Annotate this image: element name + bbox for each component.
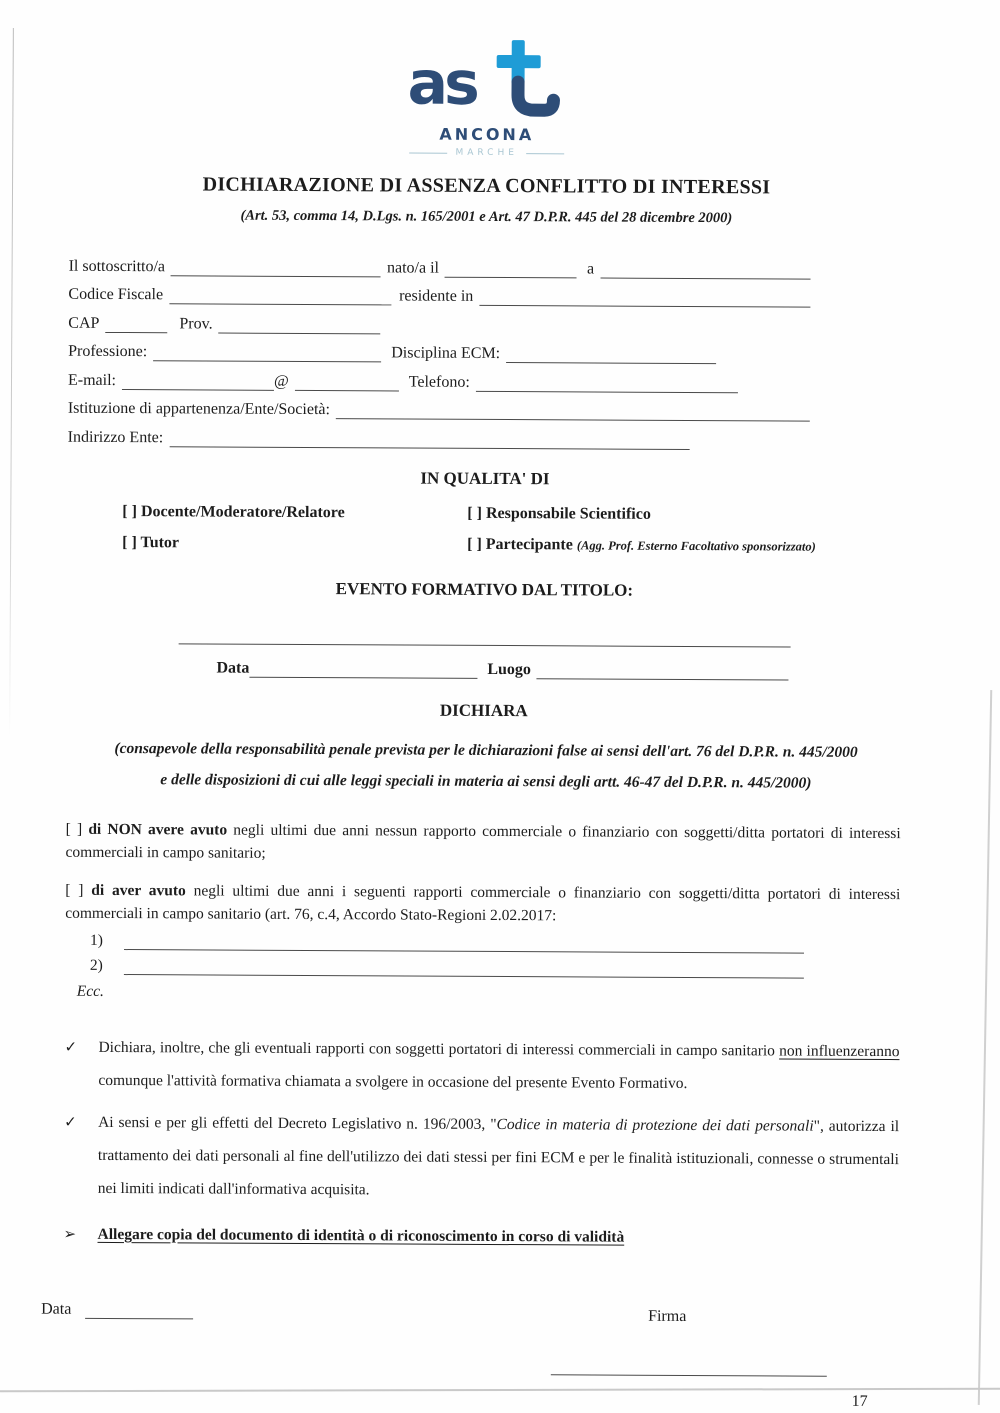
checkbox-docente[interactable]: [ ] xyxy=(122,502,138,520)
document-title: DICHIARAZIONE DI ASSENZA CONFLITTO DI INTERESSI xyxy=(202,172,771,198)
indirizzo-ente-field[interactable] xyxy=(169,427,689,450)
bullet-privacy xyxy=(64,1105,900,1209)
sottoscritto-label: Il sottoscritto/a xyxy=(68,257,166,275)
bullet-privacy-text: Ai sensi e per gli effetti del Decreto Legislativo n. 196/2003, "Codice in materia di protezione dei dati personali", autorizza il trattamento dei dati personali al fine dell'utilizzo dei dati stessi per fini ECM e per le finalità istituzionali, connesse o strumentali nei limiti indicati dall'informativa acquisita. xyxy=(97,1113,900,1199)
sottoscritto-field[interactable] xyxy=(171,256,381,277)
checkbox-partecipante[interactable]: [ ] xyxy=(467,535,482,553)
premise-line-2: e delle disposizioni di cui alle leggi speciali in materia ai sensi degli artt. 46-47 del D.P.R. n. 445/2000) xyxy=(160,771,812,792)
istituzione-field[interactable] xyxy=(336,399,810,421)
residente-label: residente in xyxy=(399,287,474,305)
option-partecipante xyxy=(467,535,902,555)
data-evento-field[interactable] xyxy=(249,657,477,678)
option-tutor xyxy=(122,534,467,554)
option-tutor-label: Tutor xyxy=(140,533,180,551)
svg-text:as: as xyxy=(406,48,476,119)
dichiara-heading: DICHIARA xyxy=(439,700,528,720)
checkbox-tutor[interactable]: [ ] xyxy=(122,533,137,551)
declaration-non-avuto xyxy=(65,818,900,869)
identity-form xyxy=(68,255,811,450)
telefono-label: Telefono: xyxy=(408,373,470,391)
bullet-allegare-text: Allegare copia del documento di identità o di riconoscimento in corso di validità xyxy=(97,1225,625,1246)
aver-avuto-lead: di aver avuto xyxy=(91,881,186,899)
rapporto-2-field[interactable] xyxy=(124,955,804,979)
titolo-evento-field[interactable] xyxy=(178,624,790,647)
ast-logo-icon xyxy=(401,37,573,118)
residente-in-field[interactable] xyxy=(479,286,810,308)
prov-field[interactable] xyxy=(219,313,381,334)
evento-heading: EVENTO FORMATIVO DAL TITOLO: xyxy=(335,578,634,600)
premise-line-1: (consapevole della responsabilità penale prevista per le dichiarazioni false ai sensi dell'art. 76 del D.P.R. n. 445/2000 xyxy=(114,739,858,761)
non-avuto-lead: di NON avere avuto xyxy=(88,820,228,839)
non-influenzeranno-underlined: non influenzeranno xyxy=(779,1042,900,1061)
option-docente xyxy=(122,503,467,523)
document-subtitle: (Art. 53, comma 14, D.Lgs. n. 165/2001 e Art. 47 D.P.R. 445 del 28 dicembre 2000) xyxy=(240,207,733,226)
cap-field[interactable] xyxy=(105,312,167,332)
rapporto-1-field[interactable] xyxy=(124,930,804,954)
professione-field[interactable] xyxy=(153,341,381,362)
option-responsabile xyxy=(467,504,902,524)
istituzione-label: Istituzione di appartenenza/Ente/Società: xyxy=(67,399,331,419)
option-partecipante-label: Partecipante xyxy=(485,535,573,553)
data-firma-label: Data xyxy=(41,1300,72,1318)
prov-label: Prov. xyxy=(179,314,213,332)
option-docente-label: Docente/Moderatore/Relatore xyxy=(140,502,345,521)
luogo-label: Luogo xyxy=(487,660,532,678)
firma-signature-field[interactable] xyxy=(551,1355,827,1376)
ast-logo xyxy=(69,36,905,161)
nato-a-field[interactable] xyxy=(600,258,811,279)
page-number: 17 xyxy=(851,1392,868,1410)
codice-fiscale-label: Codice Fiscale xyxy=(68,285,164,304)
indirizzo-ente-label: Indirizzo Ente: xyxy=(67,428,164,446)
rapporto-1-number: 1) xyxy=(90,931,104,949)
logo-city-label: ANCONA xyxy=(439,124,535,145)
luogo-field[interactable] xyxy=(537,659,789,680)
nato-il-label: nato/a il xyxy=(386,258,440,277)
qualita-options xyxy=(122,503,902,556)
firma-label: Firma xyxy=(648,1307,687,1325)
telefono-field[interactable] xyxy=(476,371,738,392)
bullet-influenza-text: Dichiara, inoltre, che gli eventuali rapporti con soggetti portatori di interessi commerciali in campo sanitario non influenzeranno comunque l'attività formativa chiamata a svolgere in occasione del presente Evento Formativo. xyxy=(98,1038,900,1093)
logo-dash-right xyxy=(526,153,564,154)
ecc-label: Ecc. xyxy=(76,982,104,1000)
data-firma-field[interactable] xyxy=(85,1299,193,1320)
codice-privacy-italic: Codice in materia di protezione dei dati personali xyxy=(496,1115,814,1135)
non-avuto-text: negli ultimi due anni nessun rapporto commerciale o finanziario con soggetti/ditta portatori di interessi commerciali in campo sanitario; xyxy=(65,821,901,863)
cap-label: CAP xyxy=(68,314,100,332)
option-responsabile-label: Responsabile Scientifico xyxy=(485,504,651,523)
bullet-influenza xyxy=(64,1031,899,1102)
data-evento-label: Data xyxy=(216,659,250,677)
nato-il-field[interactable] xyxy=(445,257,577,278)
professione-label: Professione: xyxy=(68,342,148,361)
option-partecipante-note: (Agg. Prof. Esterno Facoltativo sponsorizzato) xyxy=(576,537,816,554)
disciplina-ecm-field[interactable] xyxy=(506,343,716,364)
dichiara-premise xyxy=(51,732,921,800)
bullet-allegare xyxy=(63,1217,898,1255)
codice-fiscale-field[interactable] xyxy=(169,284,391,305)
qualita-heading: IN QUALITA' DI xyxy=(420,468,550,488)
email-label: E-mail: xyxy=(67,371,117,389)
checkbox-responsabile[interactable]: [ ] xyxy=(467,504,483,522)
logo-region-label: MARCHE xyxy=(401,147,573,158)
rapporto-2-number: 2) xyxy=(89,956,103,974)
email-domain-field[interactable] xyxy=(295,370,399,391)
arrow-bullet-icon: ➢ xyxy=(63,1224,77,1243)
aver-avuto-text: negli ultimi due anni i seguenti rapporti commerciale o finanziario con soggetti/ditta portatori di interessi commerciali in campo sanitario (art. 76, c.4, Accordo Stato-Regioni 2.02.2017: xyxy=(65,881,901,925)
signature-footer xyxy=(41,1291,899,1405)
checkbox-aver-avuto[interactable]: [ ] xyxy=(65,881,84,899)
check-icon: ✓ xyxy=(64,1112,77,1131)
checkbox-non-avuto[interactable]: [ ] xyxy=(65,820,83,838)
check-icon: ✓ xyxy=(64,1037,78,1056)
disciplina-ecm-label: Disciplina ECM: xyxy=(391,344,501,363)
email-local-field[interactable] xyxy=(122,370,274,391)
rapporti-list xyxy=(90,930,900,979)
declaration-aver-avuto xyxy=(65,878,900,929)
nato-a-label: a xyxy=(586,259,595,277)
at-symbol: @ xyxy=(273,372,289,390)
logo-dash-left xyxy=(409,152,447,153)
